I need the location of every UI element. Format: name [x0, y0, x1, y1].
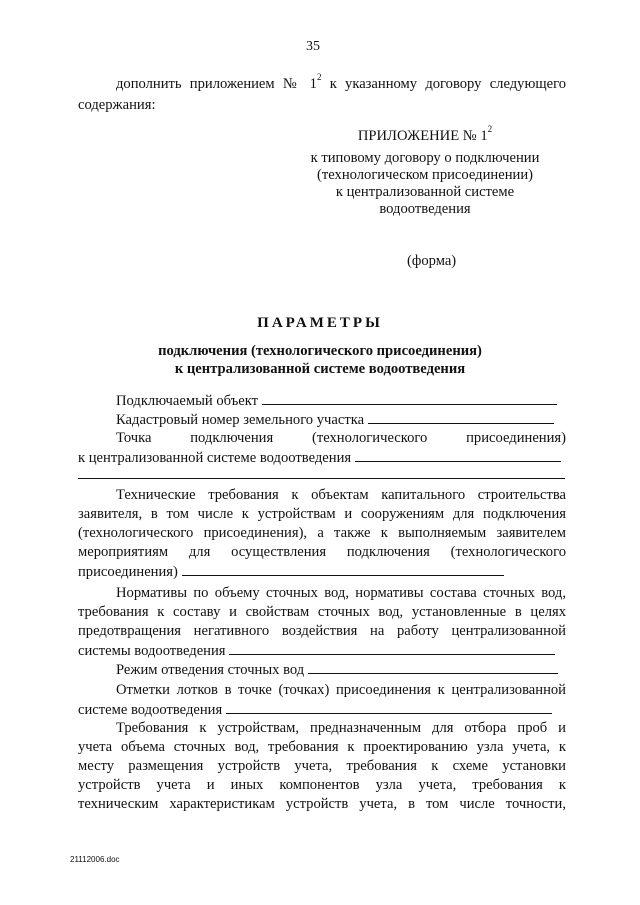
form-label: (форма)	[407, 253, 457, 269]
footer-file-name: 21112006.doc	[70, 855, 120, 864]
norms-line-2: требования к составу и свойствам сточных вод, установленные в целях	[78, 604, 566, 620]
mode-field	[116, 660, 566, 680]
tech-req-blank[interactable]	[182, 562, 504, 576]
marks-blank[interactable]	[226, 700, 552, 714]
parameters-subtitle-1: подключения (технологического присоединения)	[158, 343, 482, 359]
parameters-subtitle-2: к централизованной системе водоотведения	[174, 361, 466, 377]
cadastral-number-field	[116, 410, 566, 430]
mode-label: Режим отведения сточных вод	[116, 662, 305, 678]
norms-label: системы водоотведения	[78, 643, 226, 659]
tech-req-label: присоединения)	[78, 564, 178, 580]
norms-line-3: предотвращения негативного воздействия на работу централизованной	[78, 623, 566, 639]
connected-object-blank[interactable]	[262, 391, 557, 405]
intro-line-1: дополнить приложением № $1^2$ к указанному договору следующего	[116, 72, 566, 92]
parameters-title: ПАРАМЕТРЫ	[257, 315, 383, 331]
devices-line-4: устройств учета и иных компонентов узла учета, требования к	[78, 777, 566, 793]
marks-field	[78, 700, 566, 720]
connected-object-label: Подключаемый объект	[116, 393, 259, 409]
tech-req-field	[78, 562, 566, 582]
appendix-line-3: к централизованной системе	[335, 184, 515, 200]
norms-blank[interactable]	[229, 641, 555, 655]
tech-req-line-2: заявителя, в том числе к устройствам и сооружениям для подключения	[78, 506, 566, 522]
intro-line-2: содержания:	[78, 97, 156, 113]
connection-point-field	[78, 448, 566, 468]
tech-req-line-1: Технические требования к объектам капитального строительства	[116, 487, 566, 503]
connection-point-blank[interactable]	[355, 448, 561, 462]
marks-line-1: Отметки лотков в точке (точках) присоединения к централизованной	[116, 682, 566, 698]
page-number: 35	[306, 39, 320, 54]
cadastral-number-label: Кадастровый номер земельного участка	[116, 412, 365, 428]
devices-line-1: Требования к устройствам, предназначенным для отбора проб и	[116, 720, 566, 736]
appendix-line-1: к типовому договору о подключении	[310, 150, 540, 166]
appendix-line-2: (технологическом присоединении)	[317, 167, 533, 183]
mode-blank[interactable]	[308, 660, 558, 674]
appendix-title: ПРИЛОЖЕНИЕ № $1^2$	[357, 124, 493, 144]
devices-line-5: техническим характеристикам устройств учета, в том числе точности,	[78, 796, 566, 812]
tech-req-line-4: мероприятиям для осуществления подключения (технологического	[78, 544, 566, 560]
appendix-line-4: водоотведения	[379, 201, 471, 217]
devices-line-3: месту размещения устройств учета, требования к схеме установки	[78, 758, 566, 774]
marks-label: системе водоотведения	[78, 702, 223, 718]
connection-point-line-1: Точка подключения (технологического присоединения)	[116, 430, 566, 446]
devices-line-2: учета объема сточных вод, требования к проектированию узла учета, к	[78, 739, 566, 755]
connected-object-field	[116, 391, 566, 411]
norms-field	[78, 641, 566, 661]
cadastral-number-blank[interactable]	[368, 410, 554, 424]
norms-line-1: Нормативы по объему сточных вод, нормативы состава сточных вод,	[116, 585, 566, 601]
connection-point-blank-line-2[interactable]	[78, 478, 565, 479]
connection-point-label: к централизованной системе водоотведения	[78, 450, 352, 466]
tech-req-line-3: (технологического присоединения), а также к выполняемым заявителем	[78, 525, 566, 541]
